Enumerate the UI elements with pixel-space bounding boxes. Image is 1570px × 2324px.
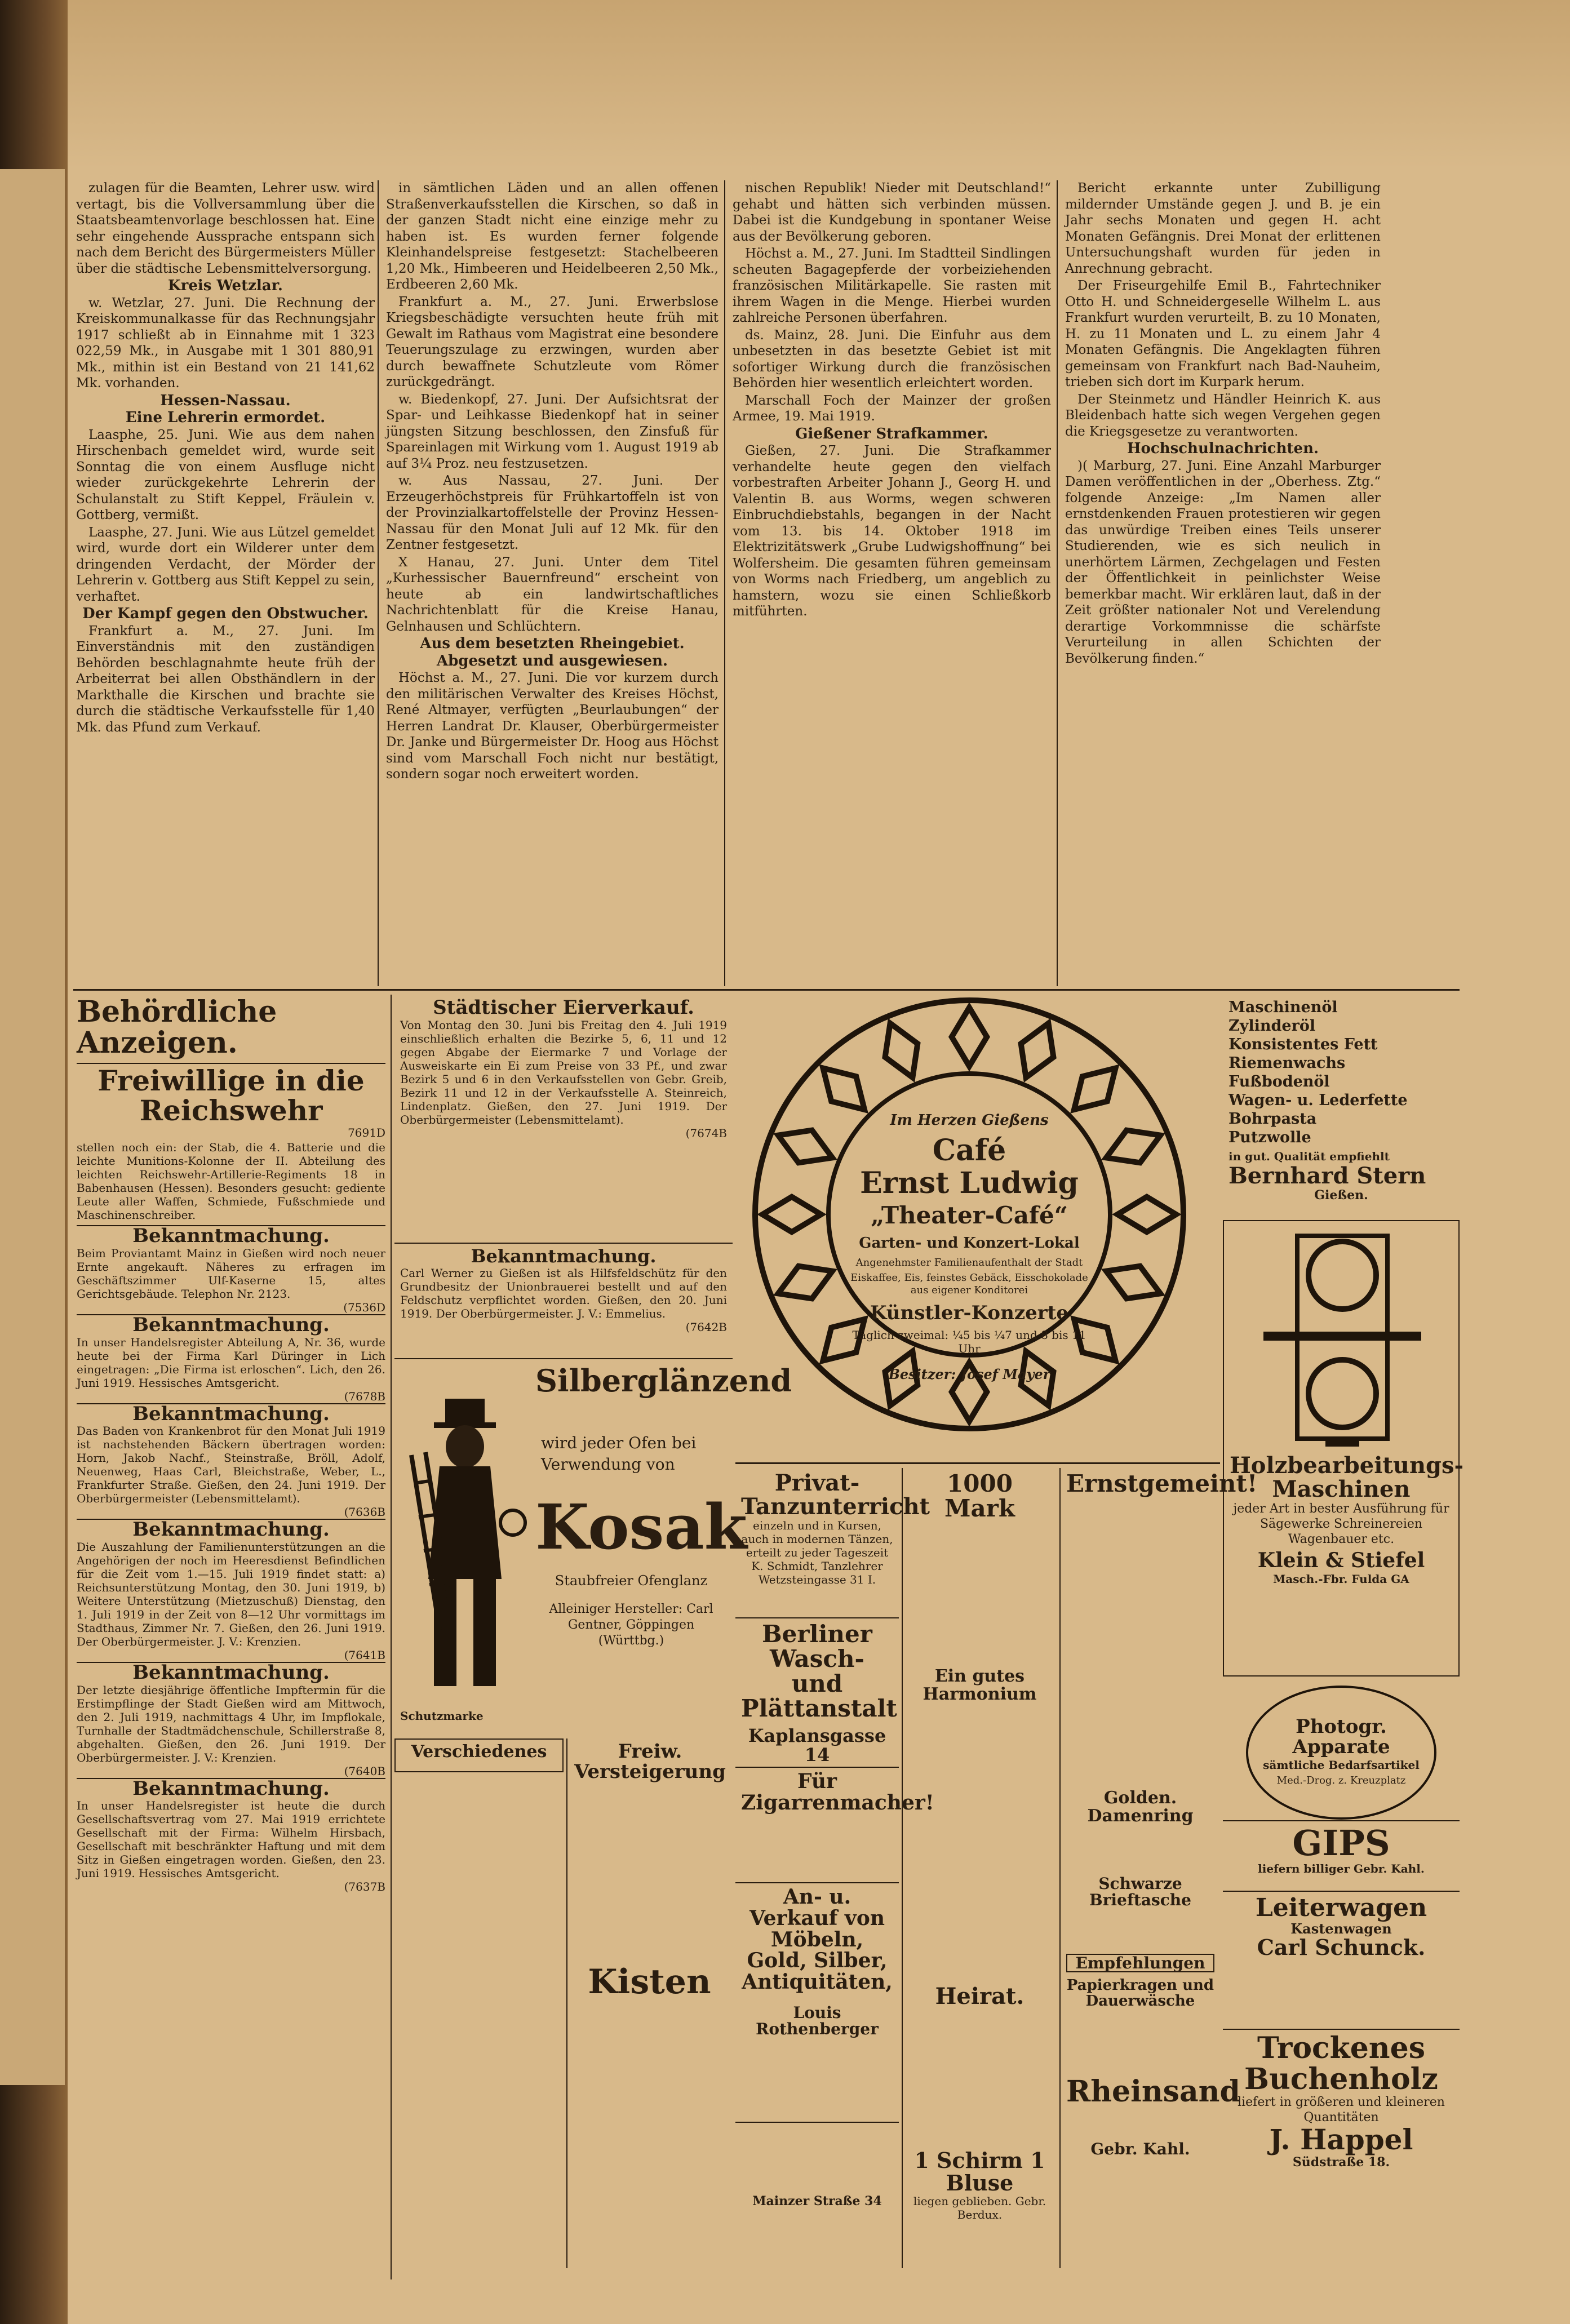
gips-ad [1223,1820,1460,1888]
notice-title: Bekanntmachung. [132,1313,330,1336]
egg-sale-title: Städtischer Eierverkauf. [433,996,694,1019]
empfehlungen-title: Empfehlungen [1066,1954,1214,1972]
diamond-ornament [885,1023,918,1077]
section-heading: Aus dem besetzten Rheingebiet. [420,635,685,652]
mainzer-strasse-ad [735,2122,899,2268]
zigarren-ad [735,1767,934,1879]
ad-code: (7678B [344,1389,385,1403]
leiter-title: Leiterwagen [1255,1893,1427,1922]
page-top-margin [68,0,1570,169]
product-item: Putzwolle [1228,1129,1311,1146]
section-heading: Abgesetzt und ausgewiesen. [436,652,668,669]
notice-title: Bekanntmachung. [132,1661,330,1684]
reichswehr-text: stellen noch ein: der Stab, die 4. Batterie und die leichte Munitions-Kolonne der II. Abteilung des leichten Reichswehr-Artillerie-Regiments 18 in Babenhausen (Hessen). Besonders gesucht: gediente Leute aller Waffen, Schmiede, Fußschmiede und Maschinenschreiber. [77,1141,385,1222]
ad-code: (7642B [685,1320,727,1334]
section-heading: Hochschulnachrichten. [1127,440,1319,457]
article-paragraph: Laasphe, 27. Juni. Wie aus Lützel gemeldet wird, wurde dort ein Wilderer unter dem dringenden Verdacht, der Mörder der Lehrerin v. Gottberg aus Stift Keppel zu sein, verhaftet. [76,525,375,604]
kosak-subtitle: Staubfreier Ofenglanz [555,1573,708,1589]
rheinsand-maker: Gebr. Kahl. [1090,2140,1190,2159]
trademark-label: Schutzmarke [400,1709,484,1723]
holz-title: Holzbearbeitungs-Maschinen [1230,1452,1464,1502]
photo-shop: Med.-Drog. z. Kreuzplatz [1276,1774,1406,1786]
schwarze-title: Schwarze Brieftasche [1089,1874,1191,1910]
ad-code: (7641B [344,1648,385,1662]
ad-code: (7536D [343,1300,385,1314]
notice-text: Der letzte diesjährige öffentliche Impftermin für die Erstimpflinge der Stadt Gießen wird am Mittwoch, den 2. Juli 1919, nachmittags 4 Uhr, im Impflokale, Turnhalle der Stadtmädchenschule, Schillerstraße 8, abgehalten. Gießen, den 26. Juni 1919. Der Oberbürgermeister. J. V.: Krenzien. [77,1683,385,1764]
product-item: Riemenwachs [1228,1054,1346,1072]
papier-title: Papierkragen und Dauerwäsche [1066,1977,1214,2010]
kosak-maker: Alleiniger Hersteller: Carl Gentner, Göppingen (Württbg.) [549,1602,713,1648]
diamond-ornament [778,1130,832,1163]
trocken-text: liefert in größeren und kleineren Quantitäten [1238,2095,1445,2125]
silber-text: wird jeder Ofen bei Verwendung von [541,1434,697,1474]
diamond-ornament [1074,1068,1116,1110]
previous-page-fragment [0,169,65,2085]
column-rule [724,180,725,986]
verschiedenes-title: Verschiedenes [411,1742,547,1762]
heirat-title: Heirat. [935,1983,1025,2010]
official-notices-title: Behördliche Anzeigen. [77,995,277,1060]
privat-title: Privat-Tanzunterricht [741,1470,930,1520]
holz-maker-sub: Masch.-Fbr. Fulda GA [1273,1572,1409,1586]
verschiedenes-header [394,1738,564,1772]
holz-text: jeder Art in bester Ausführung für Sägewerke Schreinereien Wagenbauer etc. [1233,1502,1449,1546]
official-notices-column [73,995,389,2279]
diamond-ornament [1106,1130,1160,1163]
stern-name: Bernhard Stern [1228,1163,1426,1189]
ankauf-title: An- u. Verkauf von Möbeln, Gold, Silber, Antiquitäten, [742,1885,893,1994]
article-paragraph: X Hanau, 27. Juni. Unter dem Titel „Kurhessischer Bauernfreund“ erscheint von heute ab ein landwirtschaftliches Nachrichtenblatt für die Kreise Hanau, Gelnhausen und Schlüchtern. [386,555,719,634]
trocken-1: Trockenes [1257,2031,1425,2065]
notice-feldschutz [394,1243,733,1355]
tanzunterricht-ad [735,1468,930,1615]
column-rule [391,995,392,2279]
privat-text: einzeln und in Kursen, auch in modernen Tänzen, erteilt zu jeder Tageszeit K. Schmidt, Tanzlehrer Wetzsteingasse 31 I. [741,1519,893,1586]
photo-title: Photogr. Apparate [1292,1715,1390,1758]
cafe-tagline: Im Herzen Gießens [890,1112,1049,1129]
egg-sale-notice [394,995,733,1243]
article-column-3 [733,180,1051,986]
schirm-title: 1 Schirm 1 Bluse [914,2148,1045,2196]
cafe-offer: Eiskaffee, Eis, feinstes Gebäck, Eisschokolade aus eigener Konditorei [850,1272,1088,1296]
gips-subtitle: liefern billiger Gebr. Kahl. [1258,1862,1425,1876]
notice-text: Das Baden von Krankenbrot für den Monat Juli 1919 ist nachstehenden Bäckern übertragen worden: Horn, Jakob Nachf., Steinstraße, Bröll, Adolf, Neuenweg, Haas Carl, Bleichstraße, Weber, L., Frankfurter Straße. Gießen, den 24. Juni 1919. Der Oberbürgermeister (Lebensmittelamt). [77,1424,385,1506]
berliner-address: Kaplansgasse 14 [748,1725,886,1766]
diamond-ornament [1106,1266,1160,1299]
article-paragraph: w. Aus Nassau, 27. Juni. Der Erzeugerhöchstpreis für Frühkartoffeln ist von der Provinzialkartoffelstelle der Provinz Hessen-Nassau für den Monat Juli auf 12 Mk. für den Zentner festgesetzt. [386,473,719,552]
rothenberger: Louis Rothenberger [756,2003,879,2039]
product-item: Wagen- u. Lederfette [1228,1092,1408,1109]
notice-title: Bekanntmachung. [132,1777,330,1800]
oil-products-ad [1223,995,1460,1220]
product-item: Maschinenöl [1228,999,1338,1016]
ad-code: 7691D [348,1126,385,1140]
berliner-title: Berliner Wasch- und Plättanstalt [741,1620,897,1723]
golden-title: Golden. Damenring [1087,1788,1194,1826]
kisten-title: Kisten [588,1962,711,2002]
schirm-subtitle: liegen geblieben. Gebr. Berdux. [913,2194,1046,2221]
middle-classifieds [902,1468,1057,2268]
diamond-ornament [1021,1023,1054,1077]
ad-code: (7636B [344,1505,385,1519]
mainzer-address: Mainzer Straße 34 [752,2194,882,2208]
cafe-name-3: „Theater-Café“ [871,1201,1068,1229]
notice-text: Carl Werner zu Gießen ist als Hilfsfeldschütz für den Grundbesitz der Unionbrauerei bestellt und auf den Feldschutz verpflichtet worden. Gießen, den 20. Juni 1919. Der Oberbürgermeister. J. V.: Emmelius. [400,1266,727,1320]
section-heading: Gießener Strafkammer. [795,425,988,442]
stern-city: Gießen. [1314,1188,1368,1203]
article-paragraph: Bericht erkannte unter Zubilligung mildernder Umstände gegen J. und B. je ein Jahr sechs Monaten und gegen H. acht Monaten Gefängnis. Drei Monat der erlittenen Untersuchungshaft wurden für jeden in Anrechnung gebracht. [1065,181,1381,276]
cafe-name-2: Ernst Ludwig [860,1166,1079,1200]
article-paragraph: Laasphe, 25. Juni. Wie aus dem nahen Hirschenbach gemeldet wird, wurde seit Sonntag die von einem Ausfluge nicht wieder zurückgekehrte Lehrerin der Schulanstalt zu Stift Keppel, Fräulein v. Gottberg, vermißt. [76,427,375,522]
product-item: Konsistentes Fett [1228,1036,1378,1053]
article-paragraph: Höchst a. M., 27. Juni. Die vor kurzem durch den militärischen Verwalter des Kreises Höchst, René Altmayer, verfügten „Beurlaubungen“ der Herren Landrat Dr. Klauser, Oberbürgermeister Dr. Janke und Bürgermeister Dr. Hoog aus Höchst sind vom Marschall Foch nicht nur bestätigt, sondern sogar noch erweitert worden. [386,671,719,782]
ankauf-ad [735,1882,899,2119]
zigarren-title: Für Zigarrenmacher! [741,1769,934,1815]
article-paragraph: Marschall Foch der Mainzer der großen Armee, 19. Mai 1919. [733,393,1051,424]
leiterwagen-ad [1223,1891,1460,2026]
notice-text: In unser Handelsregister Abteilung A, Nr. 36, wurde heute bei der Firma Karl Düringer in Lich eingetragen: „Die Firma ist erloschen“. Lich, den 26. Juni 1919. Hessisches Amtsgericht. [77,1335,385,1390]
ad-code: (7640B [344,1764,385,1778]
article-column-4 [1065,180,1381,986]
quality-note: in gut. Qualität empfiehlt [1228,1150,1390,1163]
buchenholz-ad [1223,2029,1460,2215]
leiter-subtitle: Kastenwagen [1290,1921,1392,1937]
ernst-title: Ernstgemeint! [1066,1470,1258,1497]
notice-text: Die Auszahlung der Familienunterstützungen an die Angehörigen der noch im Heeresdienst Befindlichen für die Zeit vom 1.—15. Juli 1919 findet statt: a) Reichsunterstützung Montag, den 30. Juni 1919, b) Weitere Unterstützung (Mietzuschuß) Dienstag, den 1. Juli 1919 in der Zeit von 8—12 Uhr vormittags im Stadthaus, Zimmer Nr. 7. Gießen, den 26. Juni 1919. Der Oberbürgermeister. J. V.: Krenzien. [77,1540,385,1648]
article-paragraph: )( Marburg, 27. Juni. Eine Anzahl Marburger Damen veröffentlichen in der „Oberhess. Ztg.“ folgende Anzeige: „Im Namen aller ernstdenkenden Frauen protestieren wir gegen das unwürdige Treiben eines Teils unserer Studierenden, wie es sich neulich in unerhörtem Lärmen, Zechgelagen und Festen der Öffentlichkeit in peinlichster Weise bemerkbar macht. Wir erklären laut, daß in der Zeit größter nationaler Not und Verelendung derartige Vorkommnisse die schärfste Verurteilung in allen Schichten der Bevölkerung finden.“ [1065,458,1381,666]
chimney-sweep-illustration [400,1393,530,1709]
mark-1000: 1000 Mark [944,1470,1015,1523]
rheinsand-title: Rheinsand [1066,2074,1240,2109]
happel-name: J. Happel [1269,2123,1413,2157]
section-heading: Eine Lehrerin ermordet. [125,409,326,426]
article-column-1 [76,180,375,986]
article-paragraph: Gießen, 27. Juni. Die Strafkammer verhandelte heute gegen den vielfach vorbestraften Arbeiter Johann J., Georg H. und Valentin B. aus Worms, wegen schweren Einbruchdiebstahls, begangen in der Nacht vom 13. bis 14. Oktober 1918 im Elektrizitätswerk „Grube Ludwigshoffnung“ bei Wolfersheim. Die gesamten führen gemeinsam von Worms nach Friedberg, um angeblich zu hamstern, wozu sie einen Schließkorb mitführten. [733,443,1051,619]
diamond-ornament [823,1068,865,1110]
product-item: Bohrpasta [1228,1110,1317,1128]
leiter-name: Carl Schunck. [1257,1935,1426,1961]
cafe-name-1: Café [932,1133,1006,1168]
waschanstalt-ad [735,1617,899,1764]
kosak-ad [394,1358,792,1730]
article-paragraph: ds. Mainz, 28. Juni. Die Einfuhr aus dem unbesetzten in das besetzte Gebiet ist mit sofortiger Wirkung durch die französischen Behörden hier wesentlich erleichtert worden. [733,327,1051,391]
cafe-times: Täglich zweimal: ¼5 bis ¼7 und 8 bis 11 Uhr [852,1328,1086,1355]
article-paragraph: Höchst a. M., 27. Juni. Im Stadtteil Sindlingen scheuten Bagagepferde der vorbeiziehenden französischen Militärkapelle. Sie rasten mit ihrem Wagen in die Menge. Hierbei wurden zahlreiche Personen überfahren. [733,246,1051,325]
kisten-ad [566,1961,733,2029]
article-paragraph: zulagen für die Beamten, Lehrer usw. wird vertagt, bis die Vollversammlung über die Staatsbeamtenvorlage beschlossen hat. Eine sehr eingehende Aussprache entspann sich nach dem Bericht des Bürgermeisters Müller über die städtische Lebensmittelversorgung. [76,181,375,276]
notice-text: In unser Handelsregister ist heute die durch Gesellschaftsvertrag vom 27. Mai 1919 errichtete Gesellschaft mit der Firma: Wilhelm Hirsbach, Gesellschaft mit beschränkter Haftung und mit dem Sitz in Gießen eingetragen worden. Gießen, den 23. Juni 1919. Hessisches Amtsgericht. [77,1799,385,1881]
article-paragraph: Der Friseurgehilfe Emil B., Fahrtechniker Otto H. und Schneidergeselle Wilhelm L. aus Frankfurt wurden verurteilt, B. zu 10 Monaten, H. zu 11 Monaten und L. zu einem Jahr 4 Monaten Gefängnis. Die Angeklagten führen gemeinsam von Frankfurt nach Bad-Nauheim, trieben sich dort im Kurpark herum. [1065,278,1381,389]
ad-code: (7674B [685,1126,727,1140]
article-paragraph: Frankfurt a. M., 27. Juni. Erwerbslose Kriegsbeschädigte versuchten heute früh mit Gewalt im Rathaus vom Magistrat eine besondere Teuerungszulage zu erzwingen, wurden aber durch bewaffnete Schutzleute vom Römer zurückgedrängt. [386,294,719,389]
product-list [1228,998,1454,1147]
article-paragraph: in sämtlichen Läden und an allen offenen Straßenverkaufsstellen die Kirschen, so daß in der ganzen Stadt nicht eine einzige mehr zu haben ist. Es wurden ferner folgende Kleinhandelspreise festgesetzt: Stachelbeeren 1,20 Mk., Himbeeren und Heidelbeeren 2,50 Mk., Erdbeeren 2,60 Mk. [386,181,719,292]
article-paragraph: nischen Republik! Nieder mit Deutschland!“ gehabt und hätten sich verbinden müssen. Dabei ist die Kundgebung in spontaner Weise aus der Bevölkerung geboren. [733,181,1051,244]
diamond-ornament [778,1266,832,1299]
section-heading: Der Kampf gegen den Obstwucher. [82,605,369,622]
diamond-ornament [1117,1197,1176,1232]
column-rule [1057,180,1058,986]
product-item: Zylinderöl [1228,1017,1316,1035]
horizontal-rule [73,989,1460,991]
column-rule [378,180,379,986]
section-heading: Kreis Wetzlar. [168,277,283,294]
holz-maker: Klein & Stiefel [1257,1549,1425,1572]
notice-title: Bekanntmachung. [132,1402,330,1425]
diamond-ornament [762,1197,821,1232]
cafe-subtitle-2: Angenehmster Familienaufenthalt der Stadt [855,1257,1083,1269]
notice-text: Beim Proviantamt Mainz in Gießen wird noch neuer Ernte angekauft. Näheres zu erfragen im Geschäftszimmer Ulf-Kaserne 15, altes Gerichtsgebäude. Telephon Nr. 2123. [77,1246,385,1301]
article-column-2 [386,180,719,986]
ad-code: (7637B [344,1880,385,1894]
notice-title: Bekanntmachung. [132,1518,330,1541]
photo-subtitle: sämtliche Bedarfsartikel [1263,1758,1420,1772]
right-middle-classifieds [1059,1468,1258,2268]
article-paragraph: Der Steinmetz und Händler Heinrich K. aus Bleidenbach hatte sich wegen Vergehen gegen die Kriegsgesetze zu verantworten. [1065,392,1381,439]
photo-apparatus-ad [1223,1682,1460,1817]
cafe-ernst-ludwig-ad [738,995,1206,1457]
article-paragraph: w. Biedenkopf, 27. Juni. Der Aufsichtsrat der Spar- und Leihkasse Biedenkopf hat in seiner jüngsten Sitzung beschlossen, den Zinsfuß für Spareinlagen mit Wirkung vom 1. August 1919 ab auf 3¼ Proz. neu festzusetzen. [386,392,719,471]
section-heading: Hessen-Nassau. [160,392,291,409]
cafe-concerts: Künstler-Konzerte [870,1302,1069,1324]
product-item: Fußbodenöl [1228,1073,1330,1090]
diamond-ornament [952,1008,987,1066]
kosak-brand: Kosak [535,1491,747,1563]
egg-sale-text: Von Montag den 30. Juni bis Freitag den 4. Juli 1919 einschließlich erhalten die Bezirke 5, 6, 11 und 12 gegen Abgabe der Eiermarke 7 und Vorlage der Ausweiskarte ein Ei zum Preise von 33 Pf., und zwar Bezirk 5 und 6 in den Verkaufsstellen von Gebr. Greib, Bezirk 11 und 12 in der Verkaufsstelle A. Steinreich, Lindenplatz. Gießen, den 27. Juni 1919. Der Oberbürgermeister (Lebensmittelamt). [400,1018,727,1126]
gips-title: GIPS [1292,1822,1390,1864]
silber-title: Silberglänzend [535,1363,792,1399]
versteig-title: Freiw. Versteigerung [574,1740,726,1783]
trocken-2: Buchenholz [1244,2061,1438,2096]
article-paragraph: w. Wetzlar, 27. Juni. Die Rechnung der Kreiskommunalkasse für das Rechnungsjahr 1917 schließt ab in Einnahme mit 1 323 022,59 Mk., in Ausgabe mit 1 301 880,91 Mk., mithin ist ein Bestand von 21 141,62 Mk. vorhanden. [76,295,375,391]
horizontal-rule [735,1462,1220,1464]
notice-title: Bekanntmachung. [132,1225,330,1248]
harmonium-title: Ein gutes Harmonium [923,1666,1037,1704]
article-paragraph: Frankfurt a. M., 27. Juni. Im Einverständnis mit den zuständigen Behörden beschlagnahmte heute früh der Arbeiterrat bei allen Obsthändlern in der Markthalle die Kirschen und brachte sie durch die städtische Verkaufsstelle für 1,40 Mk. das Pfund zum Verkauf. [76,623,375,735]
notice-title: Bekanntmachung. [471,1245,657,1267]
cafe-subtitle: Garten- und Konzert-Lokal [859,1235,1080,1252]
reichswehr-title: Freiwillige in die Reichswehr [97,1064,365,1127]
bandsaw-illustration [1230,1225,1449,1450]
happel-address: Südstraße 18. [1292,2154,1390,2170]
cafe-owner: Besitzer: Josef Mayer [888,1366,1050,1382]
woodworking-machines-ad [1223,1220,1464,1677]
